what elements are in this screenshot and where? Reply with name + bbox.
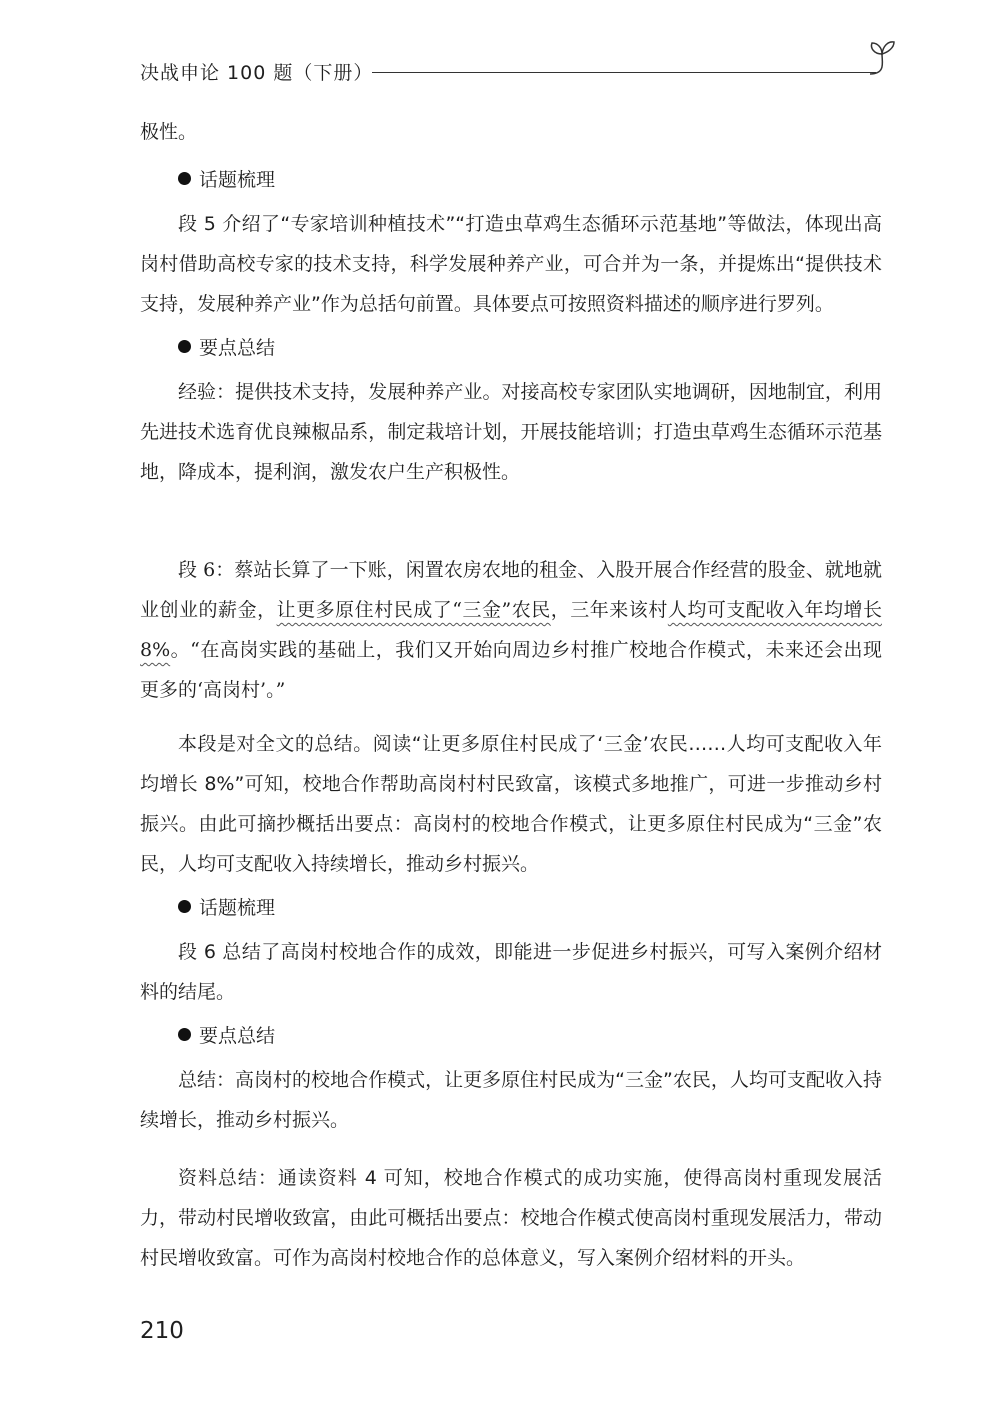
body-block-4 <box>140 1158 882 1278</box>
heading-topic-1: 话题梳理 <box>140 160 882 200</box>
body-block-2 <box>140 550 882 710</box>
paragraph-section-6: 段 6：蔡站长算了一下账，闲置农房农地的租金、入股开展合作经营的股金、就地就业创业的薪金，让更多原住村民成了“三金”农民，三年来该村人均可支配收入年均增长 8%。“在高岗实践的基础上，我们又开始向周边乡村推广校地合作模式，未来还会出现更多的‘高岗村’。” <box>140 559 882 701</box>
paragraph-summary-1: 经验：提供技术支持，发展种养产业。对接高校专家团队实地调研，因地制宜，利用先进技术选育优良辣椒品系，制定栽培计划，开展技能培训；打造虫草鸡生态循环示范基地，降成本，提利润，激发农户生产积极性。 <box>140 381 882 483</box>
bullet-icon <box>178 340 191 353</box>
paragraph-summary-2: 总结：高岗村的校地合作模式，让更多原住村民成为“三金”农民，人均可支配收入持续增长，推动乡村振兴。 <box>140 1069 882 1131</box>
heading-summary-1: 要点总结 <box>140 328 882 368</box>
body-block-1 <box>140 112 882 492</box>
paragraph-topic-1: 段 5 介绍了“专家培训种植技术”“打造虫草鸡生态循环示范基地”等做法，体现出高岗村借助高校专家的技术支持，科学发展种养产业，可合并为一条，并提炼出“提供技术支持，发展种养产业”作为总括句前置。具体要点可按照资料描述的顺序进行罗列。 <box>140 213 882 315</box>
book-title: 决战申论 100 题（下册） <box>140 62 374 84</box>
paragraph-analysis: 本段是对全文的总结。阅读“让更多原住村民成了‘三金’农民……人均可支配收入年均增长 8%”可知，校地合作帮助高岗村村民致富，该模式多地推广，可进一步推动乡村振兴。由此可摘抄概括出要点：高岗村的校地合作模式，让更多原住村民成为“三金”农民，人均可支配收入持续增长，推动乡村振兴。 <box>140 733 882 875</box>
bullet-icon <box>178 900 191 913</box>
heading-topic-2: 话题梳理 <box>140 888 882 928</box>
body-block-3 <box>140 724 882 1140</box>
header-rule <box>372 72 876 73</box>
running-header <box>140 48 900 92</box>
page-number: 210 <box>140 1318 184 1344</box>
sprout-icon <box>864 40 900 80</box>
heading-summary-2: 要点总结 <box>140 1016 882 1056</box>
bullet-icon <box>178 172 191 185</box>
paragraph-topic-2: 段 6 总结了高岗村校地合作的成效，即能进一步促进乡村振兴，可写入案例介绍材料的结尾。 <box>140 941 882 1003</box>
underlined-phrase: 让更多原住村民成了“三金”农民 <box>276 599 551 621</box>
paragraph-material-summary: 资料总结：通读资料 4 可知，校地合作模式的成功实施，使得高岗村重现发展活力，带动村民增收致富，由此可概括出要点：校地合作模式使高岗村重现发展活力，带动村民增收致富。可作为高岗村校地合作的总体意义，写入案例介绍材料的开头。 <box>140 1167 882 1269</box>
bullet-icon <box>178 1028 191 1041</box>
underlined-phrase: 人均可支配收入年均增长 8% <box>140 599 882 661</box>
paragraph-continuation: 极性。 <box>140 121 198 143</box>
